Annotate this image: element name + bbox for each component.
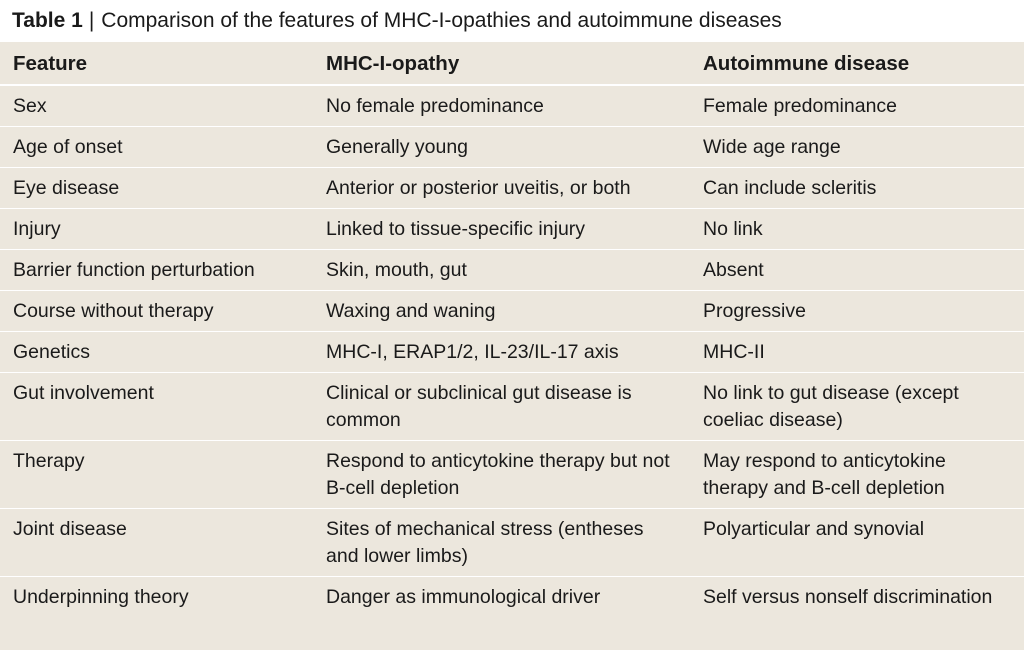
mhc-i-opathy-cell: MHC-I, ERAP1/2, IL-23/IL-17 axis: [313, 332, 690, 373]
autoimmune-cell: Can include scleritis: [690, 168, 1024, 209]
table-label: Table 1: [12, 9, 83, 32]
table-row: [0, 441, 1024, 509]
autoimmune-cell: MHC-II: [690, 332, 1024, 373]
autoimmune-cell: No link: [690, 209, 1024, 250]
feature-cell: Sex: [0, 85, 313, 127]
header-autoimmune-disease: Autoimmune disease: [690, 42, 1024, 85]
table-title: Comparison of the features of MHC-I-opathies and autoimmune diseases: [101, 9, 782, 32]
mhc-i-opathy-cell: Clinical or subclinical gut disease is common: [313, 373, 690, 441]
table-row: [0, 373, 1024, 441]
table-row: [0, 509, 1024, 577]
header-feature: Feature: [0, 42, 313, 85]
feature-cell: Injury: [0, 209, 313, 250]
table-caption: [0, 0, 1024, 42]
autoimmune-cell: Self versus nonself discrimination: [703, 586, 993, 608]
header-mhc-i-opathy: MHC-I-opathy: [313, 42, 690, 85]
mhc-i-opathy-cell: Anterior or posterior uveitis, or both: [313, 168, 690, 209]
autoimmune-cell: May respond to anticytokine therapy and B-cell depletion: [690, 441, 1024, 509]
mhc-i-opathy-cell: Sites of mechanical stress (entheses and lower limbs): [313, 509, 690, 577]
header-row: [0, 42, 1024, 85]
mhc-i-opathy-cell: Waxing and waning: [313, 291, 690, 332]
autoimmune-cell: Female predominance: [690, 85, 1024, 127]
table-row: [0, 85, 1024, 127]
feature-cell: Genetics: [0, 332, 313, 373]
mhc-i-opathy-cell: No female predominance: [313, 85, 690, 127]
mhc-i-opathy-cell: Generally young: [313, 127, 690, 168]
feature-cell: Gut involvement: [0, 373, 313, 441]
autoimmune-cell: Progressive: [690, 291, 1024, 332]
feature-cell: Joint disease: [0, 509, 313, 577]
table-row: [0, 209, 1024, 250]
feature-cell: Course without therapy: [0, 291, 313, 332]
caption-separator: |: [88, 9, 95, 32]
mhc-i-opathy-cell: Danger as immunological driver: [326, 586, 601, 608]
table-row: [0, 250, 1024, 291]
autoimmune-cell: Wide age range: [690, 127, 1024, 168]
table-row: [0, 168, 1024, 209]
feature-cell: Therapy: [0, 441, 313, 509]
feature-cell: Eye disease: [0, 168, 313, 209]
mhc-i-opathy-cell: Respond to anticytokine therapy but not B-cell depletion: [313, 441, 690, 509]
table-row: [0, 291, 1024, 332]
table-row: [0, 127, 1024, 168]
table-row: [0, 577, 1024, 618]
feature-cell: Age of onset: [0, 127, 313, 168]
mhc-i-opathy-cell: Linked to tissue-specific injury: [313, 209, 690, 250]
feature-cell: Barrier function perturbation: [0, 250, 313, 291]
autoimmune-cell: No link to gut disease (except coeliac disease): [690, 373, 1024, 441]
autoimmune-cell: Polyarticular and synovial: [690, 509, 1024, 577]
mhc-i-opathy-cell: Skin, mouth, gut: [313, 250, 690, 291]
autoimmune-cell: Absent: [690, 250, 1024, 291]
table-row: [0, 332, 1024, 373]
feature-cell: Underpinning theory: [13, 586, 189, 608]
comparison-table: [0, 42, 1024, 617]
